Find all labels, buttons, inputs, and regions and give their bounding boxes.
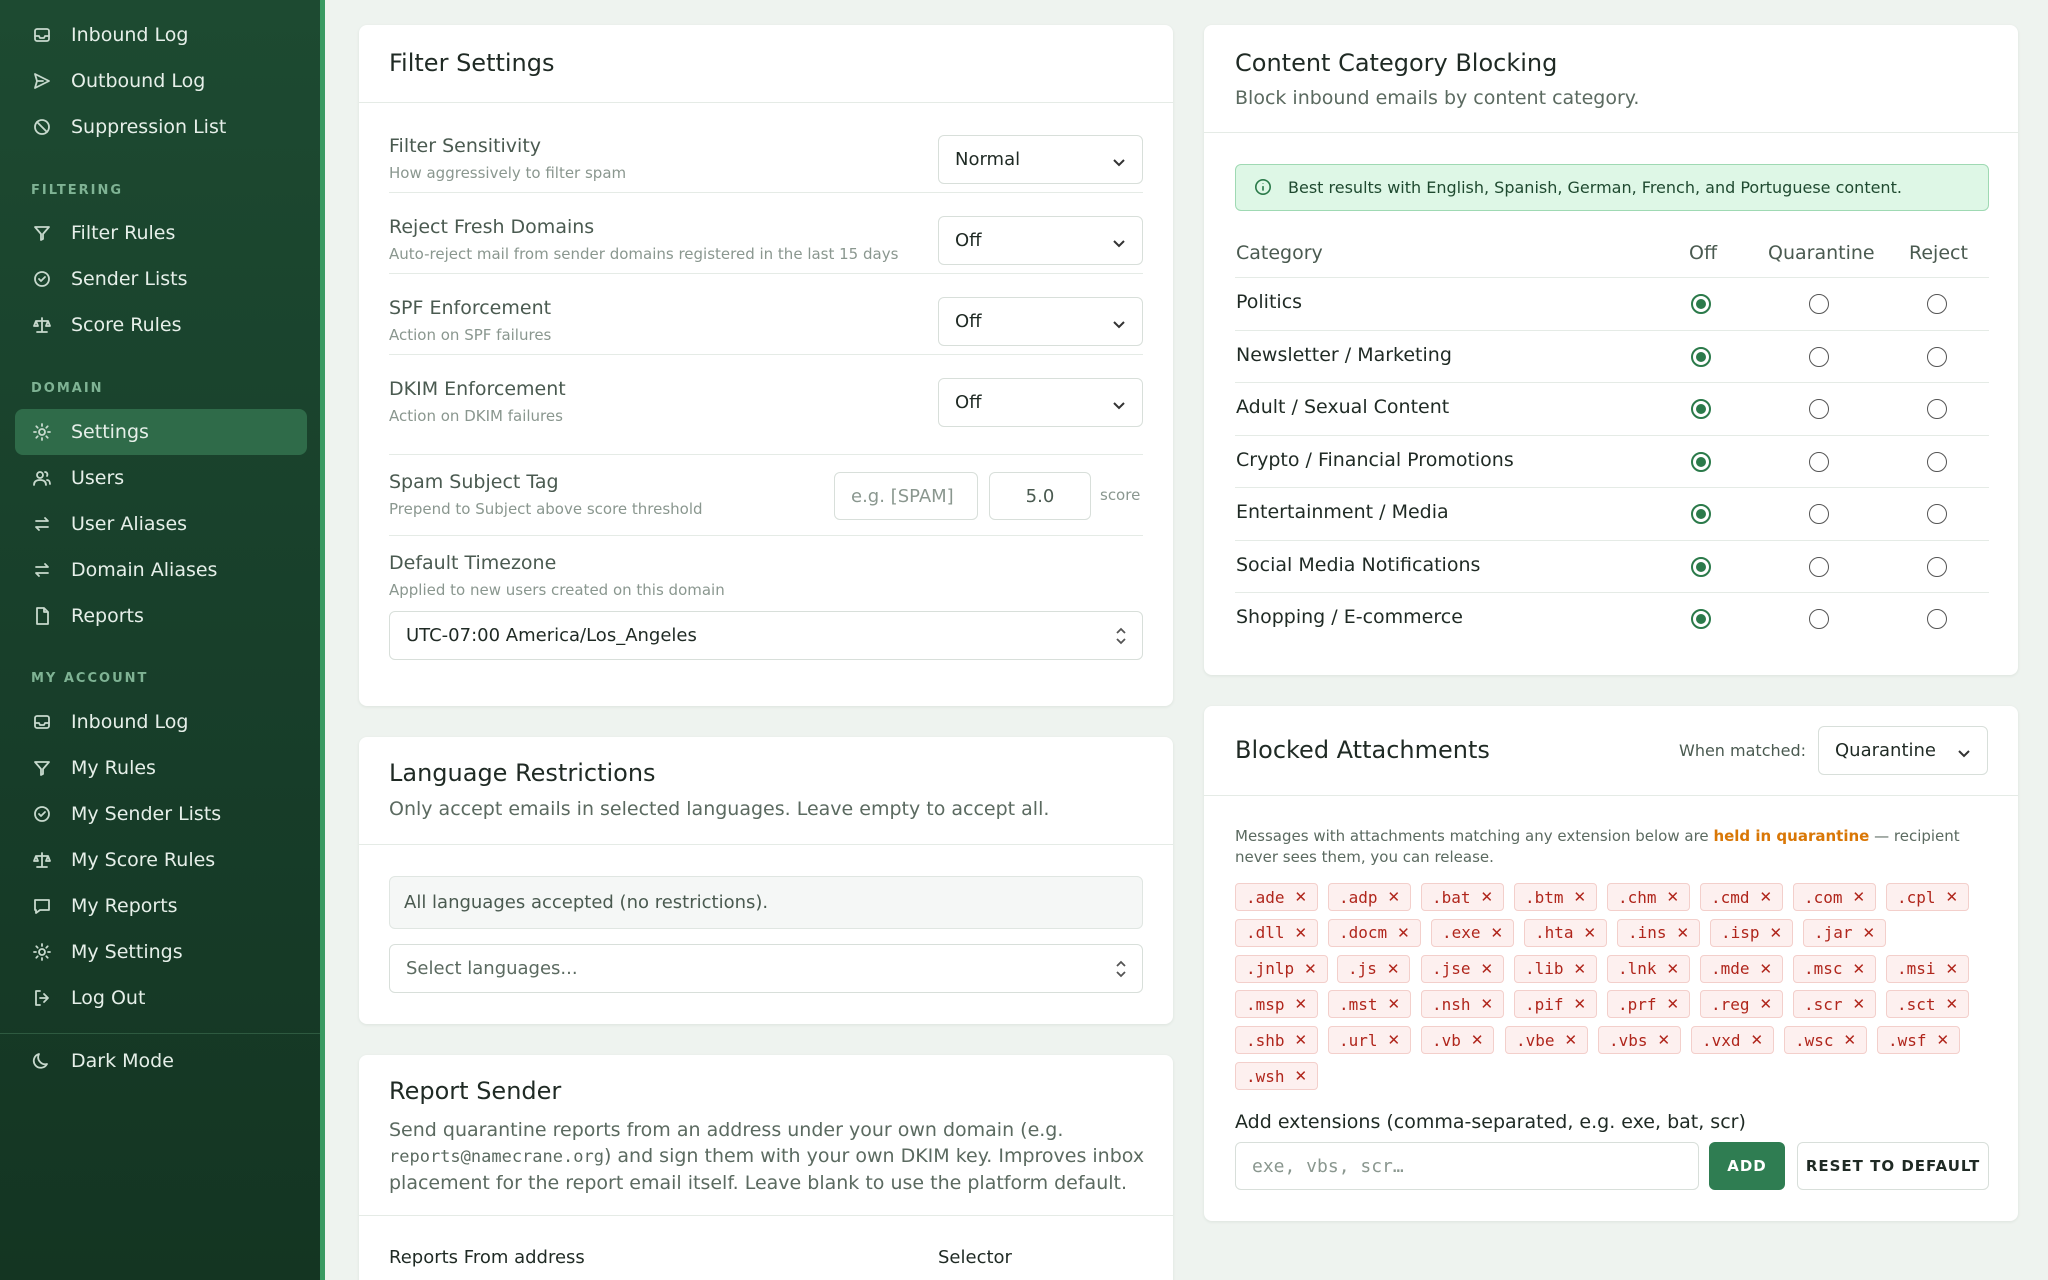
extension-tag bbox=[1235, 883, 1318, 911]
extension-tag bbox=[1524, 919, 1607, 947]
divider bbox=[359, 844, 1173, 845]
ban-icon bbox=[31, 116, 53, 138]
sidebar-item-label: User Aliases bbox=[71, 513, 188, 535]
add-button[interactable]: ADD bbox=[1709, 1142, 1785, 1190]
sidebar-divider bbox=[0, 1033, 320, 1034]
sidebar-item-my-settings[interactable] bbox=[15, 929, 307, 975]
file-icon bbox=[31, 605, 53, 627]
radio-quarantine[interactable] bbox=[1809, 294, 1829, 314]
extension-tag bbox=[1784, 1026, 1867, 1054]
extension-label: .scr bbox=[1804, 994, 1843, 1014]
extension-label: .dll bbox=[1246, 923, 1285, 943]
radio-off[interactable] bbox=[1691, 609, 1711, 629]
sidebar-item-label: Reports bbox=[71, 605, 144, 627]
section-filtering: FILTERING bbox=[31, 183, 123, 198]
extension-tag bbox=[1803, 919, 1886, 947]
info-icon bbox=[1254, 178, 1274, 198]
category-name: Shopping / E-commerce bbox=[1236, 606, 1463, 628]
radio-reject[interactable] bbox=[1927, 294, 1947, 314]
header-reject: Reject bbox=[1909, 242, 1968, 264]
category-name: Crypto / Financial Promotions bbox=[1236, 448, 1514, 471]
sidebar-item-label: Filter Rules bbox=[71, 222, 176, 244]
extension-label: .docm bbox=[1339, 923, 1388, 943]
sidebar-item-user-aliases[interactable] bbox=[15, 501, 307, 547]
score-suffix: score bbox=[1100, 486, 1141, 504]
extension-tag bbox=[1877, 1026, 1960, 1054]
select-value: Off bbox=[955, 392, 982, 413]
msg-highlight: held in quarantine bbox=[1713, 827, 1870, 845]
timezone-select[interactable] bbox=[389, 611, 1143, 660]
divider bbox=[1235, 382, 1989, 383]
arrows-icon bbox=[31, 559, 53, 581]
extension-tag bbox=[1421, 1026, 1494, 1054]
filter-row-label: Reject Fresh Domains bbox=[389, 216, 595, 238]
extension-label: .mde bbox=[1711, 959, 1750, 979]
filter-icon bbox=[31, 222, 53, 244]
remove-icon[interactable]: ✕ bbox=[1759, 888, 1773, 906]
radio-quarantine[interactable] bbox=[1809, 347, 1829, 367]
remove-icon[interactable]: ✕ bbox=[1573, 959, 1587, 978]
scale-icon bbox=[31, 314, 53, 336]
extension-label: .sct bbox=[1897, 994, 1936, 1014]
remove-icon[interactable]: ✕ bbox=[1397, 923, 1410, 942]
updown-icon bbox=[1114, 624, 1128, 648]
spam-tag-input[interactable]: e.g. [SPAM] bbox=[834, 472, 978, 520]
remove-icon[interactable]: ✕ bbox=[1759, 959, 1773, 978]
attachments-title: Blocked Attachments bbox=[1235, 736, 1490, 764]
extension-tag bbox=[1710, 919, 1793, 947]
sidebar-item-my-score-rules[interactable] bbox=[15, 837, 307, 883]
extension-tag bbox=[1328, 919, 1421, 947]
sidebar-item-inbound-log[interactable] bbox=[15, 699, 307, 745]
report-sender-card bbox=[359, 1055, 1173, 1280]
remove-icon[interactable]: ✕ bbox=[1852, 995, 1866, 1014]
sidebar-item-log-out[interactable] bbox=[15, 975, 307, 1021]
extension-tag bbox=[1793, 883, 1876, 911]
reports-from-label: Reports From address bbox=[389, 1247, 585, 1268]
remove-icon[interactable]: ✕ bbox=[1676, 923, 1690, 942]
when-matched-value: Quarantine bbox=[1835, 740, 1936, 761]
extension-tag bbox=[1337, 955, 1410, 983]
report-sender-title: Report Sender bbox=[389, 1077, 562, 1105]
extension-label: .wsc bbox=[1795, 1030, 1834, 1050]
sidebar-item-label: My Reports bbox=[71, 895, 178, 917]
extension-tag bbox=[1598, 1026, 1681, 1054]
remove-icon[interactable]: ✕ bbox=[1852, 888, 1866, 906]
extension-label: .reg bbox=[1711, 994, 1750, 1014]
extension-tag bbox=[1514, 990, 1597, 1018]
radio-quarantine[interactable] bbox=[1809, 452, 1829, 472]
extension-tag bbox=[1235, 1062, 1318, 1090]
msg-part-1: Messages with attachments matching any extension below are bbox=[1235, 827, 1714, 845]
extension-label: .vb bbox=[1432, 1030, 1461, 1050]
extension-label: .jnlp bbox=[1246, 959, 1295, 979]
extension-tag bbox=[1235, 955, 1328, 983]
extension-tag bbox=[1607, 955, 1690, 983]
remove-icon[interactable]: ✕ bbox=[1666, 888, 1680, 906]
divider bbox=[389, 192, 1143, 193]
sidebar-item-reports[interactable] bbox=[15, 593, 307, 639]
extension-tag bbox=[1793, 955, 1876, 983]
remove-icon[interactable]: ✕ bbox=[1387, 888, 1401, 906]
extension-tag bbox=[1886, 955, 1969, 983]
remove-icon[interactable]: ✕ bbox=[1387, 1031, 1401, 1050]
extension-label: .exe bbox=[1442, 923, 1481, 943]
sidebar-item-settings[interactable] bbox=[15, 409, 307, 455]
filter-row-label: Filter Sensitivity bbox=[389, 135, 542, 157]
extension-tag bbox=[1514, 883, 1597, 911]
when-matched-select[interactable] bbox=[1818, 726, 1988, 775]
sidebar-item-label: Inbound Log bbox=[71, 24, 189, 46]
sidebar-item-label: My Sender Lists bbox=[71, 803, 222, 825]
sidebar-item-label: Score Rules bbox=[71, 314, 182, 336]
extension-label: .nsh bbox=[1432, 994, 1471, 1014]
extension-label: .jar bbox=[1814, 923, 1853, 943]
remove-icon[interactable]: ✕ bbox=[1843, 1031, 1857, 1050]
extension-label: .prf bbox=[1618, 994, 1657, 1014]
radio-quarantine[interactable] bbox=[1809, 557, 1829, 577]
radio-reject[interactable] bbox=[1927, 452, 1947, 472]
users-icon bbox=[31, 467, 53, 489]
extension-tag bbox=[1421, 955, 1504, 983]
extension-tag bbox=[1505, 1026, 1588, 1054]
radio-quarantine[interactable] bbox=[1809, 609, 1829, 629]
extension-label: .pif bbox=[1525, 994, 1564, 1014]
extension-label: .adp bbox=[1339, 887, 1378, 907]
timezone-value: UTC-07:00 America/Los_Angeles bbox=[406, 625, 697, 646]
extension-label: .bat bbox=[1432, 887, 1471, 907]
category-name: Social Media Notifications bbox=[1236, 553, 1481, 576]
sidebar-item-suppression-list[interactable] bbox=[15, 104, 307, 150]
sidebar-item-label: Outbound Log bbox=[71, 70, 206, 92]
divider bbox=[1204, 132, 2018, 133]
extension-tag bbox=[1235, 1026, 1318, 1054]
extension-label: .isp bbox=[1721, 923, 1760, 943]
add-extensions-input[interactable]: exe, vbs, scr… bbox=[1235, 1142, 1699, 1190]
divider bbox=[359, 102, 1173, 103]
reset-button[interactable]: RESET TO DEFAULT bbox=[1797, 1142, 1989, 1190]
arrows-icon bbox=[31, 513, 53, 535]
divider bbox=[389, 273, 1143, 274]
radio-off[interactable] bbox=[1691, 557, 1711, 577]
extension-label: .url bbox=[1339, 1030, 1378, 1050]
timezone-desc: Applied to new users created on this domain bbox=[389, 581, 725, 599]
message-icon bbox=[31, 895, 53, 917]
inbox-icon bbox=[31, 24, 53, 46]
sidebar-item-label: Domain Aliases bbox=[71, 559, 218, 581]
remove-icon[interactable]: ✕ bbox=[1945, 995, 1959, 1014]
extension-label: .shb bbox=[1246, 1030, 1285, 1050]
sidebar-item-label: My Score Rules bbox=[71, 849, 216, 871]
section-domain: DOMAIN bbox=[31, 381, 104, 396]
remove-icon[interactable]: ✕ bbox=[1573, 888, 1587, 906]
remove-icon[interactable]: ✕ bbox=[1657, 1031, 1671, 1050]
extension-tag bbox=[1421, 990, 1504, 1018]
language-select-placeholder: Select languages... bbox=[406, 958, 578, 979]
divider bbox=[389, 354, 1143, 355]
extension-label: .ade bbox=[1246, 887, 1285, 907]
select-value: Normal bbox=[955, 149, 1021, 170]
filter-icon bbox=[31, 757, 53, 779]
divider bbox=[389, 535, 1143, 536]
chevron-down-icon bbox=[1112, 315, 1126, 329]
divider bbox=[1235, 592, 1989, 593]
extension-label: .vbs bbox=[1609, 1030, 1648, 1050]
sidebar-item-label: My Settings bbox=[71, 941, 183, 963]
remove-icon[interactable]: ✕ bbox=[1573, 995, 1587, 1014]
radio-reject[interactable] bbox=[1927, 399, 1947, 419]
filter-row-select[interactable] bbox=[938, 135, 1143, 184]
extension-tag bbox=[1235, 919, 1318, 947]
report-desc-1: Send quarantine reports from an address under your own domain (e.g. bbox=[389, 1119, 1064, 1141]
sidebar-item-filter-rules[interactable] bbox=[15, 210, 307, 256]
radio-reject[interactable] bbox=[1927, 609, 1947, 629]
timezone-label: Default Timezone bbox=[389, 552, 557, 574]
gear-icon bbox=[31, 941, 53, 963]
extension-tag bbox=[1793, 990, 1876, 1018]
header-category: Category bbox=[1236, 242, 1323, 264]
remove-icon[interactable]: ✕ bbox=[1294, 888, 1308, 906]
extension-label: .mst bbox=[1339, 994, 1378, 1014]
extension-tag bbox=[1886, 990, 1969, 1018]
scale-icon bbox=[31, 849, 53, 871]
divider bbox=[1235, 540, 1989, 541]
category-name: Adult / Sexual Content bbox=[1236, 396, 1450, 418]
category-name: Newsletter / Marketing bbox=[1236, 343, 1452, 366]
extension-label: .wsh bbox=[1246, 1066, 1285, 1086]
extension-label: .lib bbox=[1525, 959, 1564, 979]
sidebar-item-label: Sender Lists bbox=[71, 268, 188, 290]
header-quarantine: Quarantine bbox=[1768, 242, 1875, 264]
updown-icon bbox=[1114, 957, 1128, 981]
content-blocking-title: Content Category Blocking bbox=[1235, 49, 1558, 77]
report-desc-2: ) and sign them with your own DKIM key. Improves inbox bbox=[603, 1145, 1145, 1167]
radio-off[interactable] bbox=[1691, 294, 1711, 314]
gear-icon bbox=[31, 421, 53, 443]
chevron-down-icon bbox=[1112, 153, 1126, 167]
category-name: Entertainment / Media bbox=[1236, 501, 1449, 523]
language-card bbox=[359, 737, 1173, 1024]
sidebar-item-label: Users bbox=[71, 467, 125, 489]
remove-icon[interactable]: ✕ bbox=[1666, 995, 1680, 1014]
remove-icon[interactable]: ✕ bbox=[1936, 1031, 1950, 1050]
report-desc-code: reports@namecrane.org bbox=[389, 1147, 604, 1167]
language-subtitle: Only accept emails in selected languages. Leave empty to accept all. bbox=[389, 798, 1050, 820]
filter-row-select[interactable] bbox=[938, 216, 1143, 265]
remove-icon[interactable]: ✕ bbox=[1852, 959, 1866, 978]
sidebar-item-domain-aliases[interactable] bbox=[15, 547, 307, 593]
radio-off[interactable] bbox=[1691, 504, 1711, 524]
extension-label: .com bbox=[1804, 887, 1843, 907]
spam-score-input[interactable]: 5.0 bbox=[989, 472, 1091, 520]
extension-label: .vbe bbox=[1516, 1030, 1555, 1050]
sidebar-item-label: Dark Mode bbox=[71, 1050, 174, 1072]
sidebar-item-label: My Rules bbox=[71, 757, 156, 779]
remove-icon[interactable]: ✕ bbox=[1294, 1031, 1308, 1050]
radio-reject[interactable] bbox=[1927, 347, 1947, 367]
filter-row-desc: Auto-reject mail from sender domains registered in the last 15 days bbox=[389, 245, 899, 263]
extension-tag bbox=[1328, 990, 1411, 1018]
sidebar-item-score-rules[interactable] bbox=[15, 302, 307, 348]
extension-tag bbox=[1421, 883, 1504, 911]
category-name: Politics bbox=[1236, 291, 1303, 313]
sidebar-item-label: Inbound Log bbox=[71, 711, 189, 733]
extension-label: .msp bbox=[1246, 994, 1285, 1014]
divider bbox=[389, 454, 1143, 455]
logout-icon bbox=[31, 987, 53, 1009]
extension-label: .chm bbox=[1618, 887, 1657, 907]
send-icon bbox=[31, 70, 53, 92]
extension-tag bbox=[1700, 883, 1783, 911]
extension-tag bbox=[1607, 990, 1690, 1018]
extension-tag bbox=[1691, 1026, 1774, 1054]
section-my-account: MY ACCOUNT bbox=[31, 671, 149, 686]
sidebar-item-label: Log Out bbox=[71, 987, 146, 1009]
sidebar-item-my-sender-lists[interactable] bbox=[15, 791, 307, 837]
extension-tag bbox=[1700, 955, 1783, 983]
select-value: Off bbox=[955, 230, 982, 251]
radio-reject[interactable] bbox=[1927, 504, 1947, 524]
divider bbox=[359, 1215, 1173, 1216]
remove-icon[interactable]: ✕ bbox=[1583, 923, 1597, 942]
divider bbox=[1235, 487, 1989, 488]
remove-icon[interactable]: ✕ bbox=[1862, 923, 1876, 942]
remove-icon[interactable]: ✕ bbox=[1480, 959, 1494, 978]
remove-icon[interactable]: ✕ bbox=[1769, 923, 1783, 942]
filter-row-desc: Action on DKIM failures bbox=[389, 407, 563, 425]
remove-icon[interactable]: ✕ bbox=[1387, 995, 1401, 1014]
remove-icon[interactable]: ✕ bbox=[1480, 995, 1494, 1014]
radio-off[interactable] bbox=[1691, 399, 1711, 419]
remove-icon[interactable]: ✕ bbox=[1304, 959, 1317, 978]
sidebar-item-users[interactable] bbox=[15, 455, 307, 501]
check-circle-icon bbox=[31, 803, 53, 825]
extension-label: .msc bbox=[1804, 959, 1843, 979]
extension-label: .cmd bbox=[1711, 887, 1750, 907]
extension-tag bbox=[1700, 990, 1783, 1018]
chevron-down-icon bbox=[1957, 744, 1971, 758]
radio-off[interactable] bbox=[1691, 452, 1711, 472]
info-box bbox=[1235, 164, 1989, 211]
language-status: All languages accepted (no restrictions). bbox=[389, 876, 1143, 929]
divider bbox=[1235, 330, 1989, 331]
msg-part-3: never sees them, you can release. bbox=[1235, 848, 1494, 866]
add-extensions-label: Add extensions (comma-separated, e.g. exe, bat, scr) bbox=[1235, 1111, 1746, 1133]
extension-label: .btm bbox=[1525, 887, 1564, 907]
sidebar-item-inbound-log[interactable] bbox=[15, 12, 307, 58]
remove-icon[interactable]: ✕ bbox=[1294, 923, 1308, 942]
remove-icon[interactable]: ✕ bbox=[1759, 995, 1773, 1014]
divider bbox=[1235, 277, 1989, 278]
filter-row-select[interactable] bbox=[938, 297, 1143, 346]
remove-icon[interactable]: ✕ bbox=[1294, 995, 1308, 1014]
remove-icon[interactable]: ✕ bbox=[1564, 1031, 1578, 1050]
divider bbox=[1235, 435, 1989, 436]
filter-settings-title: Filter Settings bbox=[389, 49, 555, 77]
filter-settings-card bbox=[359, 25, 1173, 706]
language-title: Language Restrictions bbox=[389, 759, 656, 787]
extension-tag bbox=[1617, 919, 1700, 947]
extension-tag bbox=[1328, 1026, 1411, 1054]
extension-label: .js bbox=[1348, 959, 1377, 979]
divider bbox=[1204, 795, 2018, 796]
extension-label: .vxd bbox=[1702, 1030, 1741, 1050]
info-text: Best results with English, Spanish, German, French, and Portuguese content. bbox=[1288, 178, 1902, 197]
extension-label: .wsf bbox=[1888, 1030, 1927, 1050]
remove-icon[interactable]: ✕ bbox=[1386, 959, 1400, 978]
extension-label: .cpl bbox=[1897, 887, 1936, 907]
select-value: Off bbox=[955, 311, 982, 332]
remove-icon[interactable]: ✕ bbox=[1480, 888, 1494, 906]
chevron-down-icon bbox=[1112, 234, 1126, 248]
filter-row-label: SPF Enforcement bbox=[389, 297, 552, 319]
filter-row-select[interactable] bbox=[938, 378, 1143, 427]
report-desc-3: placement for the report email itself. Leave blank to use the platform default. bbox=[389, 1172, 1128, 1194]
moon-icon bbox=[31, 1050, 53, 1072]
radio-off[interactable] bbox=[1691, 347, 1711, 367]
sidebar bbox=[0, 0, 325, 1280]
radio-quarantine[interactable] bbox=[1809, 399, 1829, 419]
sidebar-item-my-rules[interactable] bbox=[15, 745, 307, 791]
sidebar-item-label: Suppression List bbox=[71, 116, 227, 138]
spam-tag-desc: Prepend to Subject above score threshold bbox=[389, 500, 703, 518]
remove-icon[interactable]: ✕ bbox=[1750, 1031, 1764, 1050]
remove-icon[interactable]: ✕ bbox=[1945, 959, 1959, 978]
extension-label: .hta bbox=[1535, 923, 1574, 943]
extension-tag bbox=[1235, 990, 1318, 1018]
extension-tag bbox=[1328, 883, 1411, 911]
filter-row-label: DKIM Enforcement bbox=[389, 378, 566, 400]
extension-label: .jse bbox=[1432, 959, 1471, 979]
filter-row-desc: Action on SPF failures bbox=[389, 326, 552, 344]
inbox-icon bbox=[31, 711, 53, 733]
sidebar-item-label: Settings bbox=[71, 421, 149, 443]
when-matched-label: When matched: bbox=[1679, 741, 1807, 760]
extension-tag bbox=[1607, 883, 1690, 911]
remove-icon[interactable]: ✕ bbox=[1666, 959, 1680, 978]
remove-icon[interactable]: ✕ bbox=[1470, 1031, 1484, 1050]
extension-label: .msi bbox=[1897, 959, 1936, 979]
extension-label: .ins bbox=[1628, 923, 1667, 943]
remove-icon[interactable]: ✕ bbox=[1294, 1067, 1308, 1085]
sidebar-item-outbound-log[interactable] bbox=[15, 58, 307, 104]
check-circle-icon bbox=[31, 268, 53, 290]
extension-tag bbox=[1886, 883, 1969, 911]
content-blocking-subtitle: Block inbound emails by content category. bbox=[1235, 87, 1640, 109]
remove-icon[interactable]: ✕ bbox=[1945, 888, 1959, 906]
radio-reject[interactable] bbox=[1927, 557, 1947, 577]
msg-part-2: — recipient bbox=[1869, 827, 1960, 845]
chevron-down-icon bbox=[1112, 396, 1126, 410]
header-off: Off bbox=[1689, 242, 1718, 264]
attachments-message bbox=[1235, 826, 1995, 868]
spam-tag-label: Spam Subject Tag bbox=[389, 471, 559, 493]
extension-tag bbox=[1514, 955, 1597, 983]
filter-row-desc: How aggressively to filter spam bbox=[389, 164, 627, 182]
selector-label: Selector bbox=[938, 1247, 1012, 1268]
report-sender-desc bbox=[389, 1117, 1149, 1196]
sidebar-item-sender-lists[interactable] bbox=[15, 256, 307, 302]
sidebar-item-my-reports[interactable] bbox=[15, 883, 307, 929]
extension-label: .lnk bbox=[1618, 959, 1657, 979]
sidebar-item-dark-mode[interactable] bbox=[15, 1038, 307, 1084]
language-select[interactable] bbox=[389, 944, 1143, 993]
radio-quarantine[interactable] bbox=[1809, 504, 1829, 524]
remove-icon[interactable]: ✕ bbox=[1490, 923, 1504, 942]
extension-tag bbox=[1431, 919, 1514, 947]
